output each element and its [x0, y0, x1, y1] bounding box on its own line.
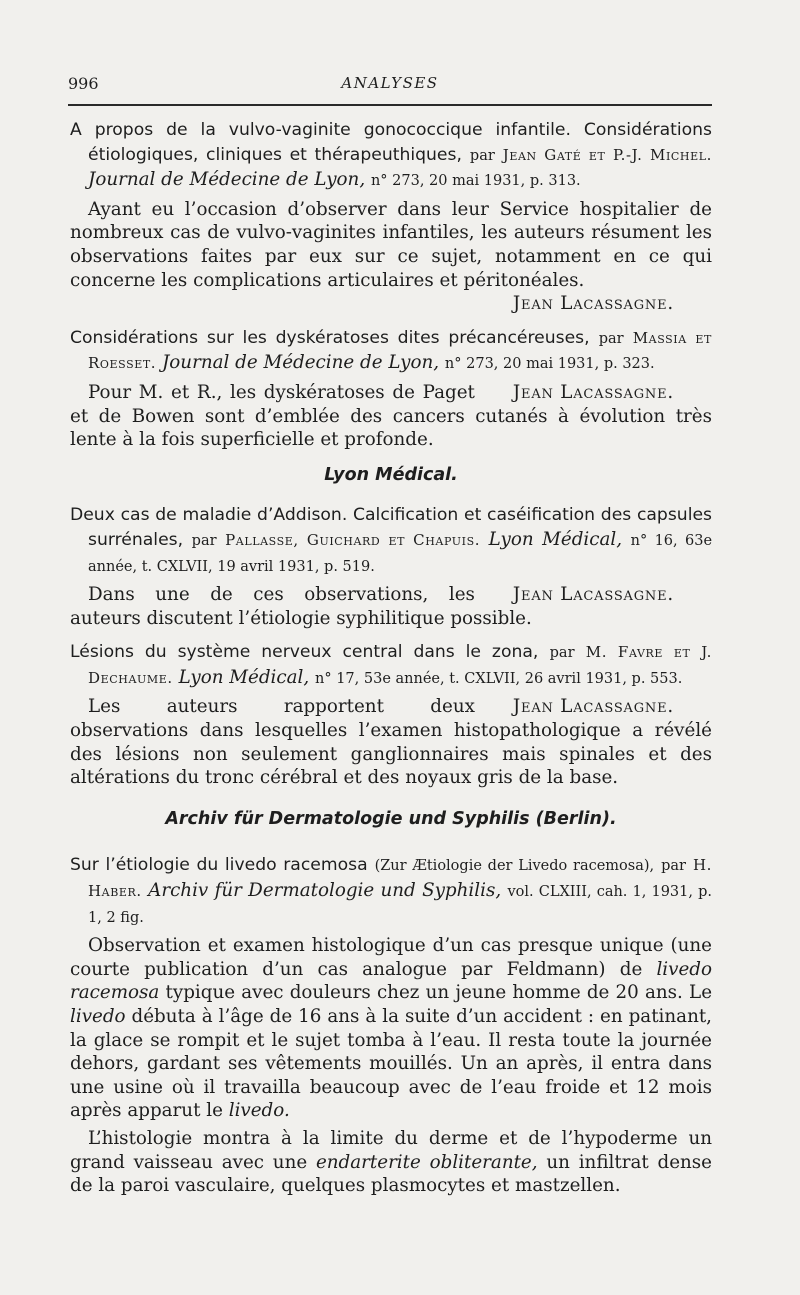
- article-reference: n° 16, 63e année, t. CXLVII, 19 avril 1931, p. 519.: [88, 532, 713, 575]
- article-massia-roesset: [70, 326, 712, 452]
- article-title: Considérations sur les dyskératoses dites précancéreuses,: [70, 327, 590, 348]
- article-reference: n° 273, 20 mai 1931, p. 323.: [444, 356, 655, 373]
- article-signature: Jean Lacassagne.: [512, 381, 674, 403]
- running-title: ANALYSES: [341, 74, 439, 92]
- italic-term: livedo: [70, 1006, 126, 1027]
- article-signature: Jean Lacassagne.: [512, 584, 674, 606]
- page-header: [68, 74, 712, 104]
- article-title: A propos de la vulvo-vaginite gonococcique infantile. Considérations étiologiques, cliniques et thérapeuthiques,: [70, 120, 712, 165]
- article-body-text: Dans une de ces observations, les auteurs discutent l’étiologie syphilitique possible.: [70, 584, 532, 629]
- article-reference: vol. CLXIII, cah. 1, 1931, p. 1, 2 fig.: [88, 884, 712, 926]
- article-reference: n° 17, 53e année, t. CXLVII, 26 avril 1931, p. 553.: [315, 670, 683, 687]
- section-heading-archiv: Archiv für Dermatologie und Syphilis (Berlin).: [165, 808, 617, 829]
- article-zona: [70, 640, 712, 790]
- article-by: par: [191, 532, 217, 549]
- italic-term: livedo racemosa: [70, 958, 713, 1004]
- journal-name: Lyon Médical,: [488, 528, 623, 550]
- article-body-text: Pour M. et R., les dyskératoses de Paget et de Bowen sont d’emblée des cancers cutanés à évolution très lente à la fois superficielle et profonde.: [70, 381, 712, 451]
- article-title: Sur l’étiologie du livedo racemosa: [70, 855, 368, 876]
- article-by: par: [469, 147, 495, 164]
- article-heading: [70, 503, 712, 579]
- article-authors: H. Haber.: [88, 856, 713, 901]
- journal-name: Lyon Médical,: [178, 666, 310, 688]
- article-paragraph-1: [70, 934, 712, 1123]
- article-title: Lésions du système nerveux central dans le zona,: [70, 642, 539, 663]
- article-reference: n° 273, 20 mai 1931, p. 313.: [370, 173, 581, 190]
- section-heading-lyon-medical: Lyon Médical.: [324, 464, 458, 485]
- article-by: par: [661, 858, 686, 875]
- article-gate-michel: [70, 118, 712, 316]
- header-rule: [68, 104, 712, 106]
- article-body-text: Les auteurs rapportent deux observations dans lesquelles l’examen histopathologique a révélé des lésions non seulement ganglionnaires mais spinales et des altérations du tronc cérébral et des noyaux gris de la base.: [70, 696, 712, 789]
- text-run: Observation et examen histologique d’un cas presque unique (une courte publication d’un cas analogue par Feldmann) de: [70, 935, 712, 980]
- text-run: un infiltrat dense de la paroi vasculaire, quelques plasmocytes et mastzellen.: [70, 1151, 712, 1197]
- article-authors: Pallasse, Guichard et Chapuis.: [225, 530, 481, 549]
- article-body: [70, 583, 712, 630]
- text-run: typique avec douleurs chez un jeune homme de 20 ans. Le: [165, 982, 713, 1004]
- journal-name: Journal de Médecine de Lyon,: [88, 169, 366, 191]
- article-by: par: [549, 645, 575, 662]
- article-signature: Jean Lacassagne.: [512, 293, 674, 315]
- article-body: Ayant eu l’occasion d’observer dans leur Service hospitalier de nombreux cas de vulvo-vaginites infantiles, les auteurs résument les observations faites par eux sur ce sujet, notamment en ce qui concerne les complications articulaires et péritonéales.: [70, 198, 712, 291]
- text-run: débuta à l’âge de 16 ans à la suite d’un accident : en patinant, la glace se rompit et le sujet tomba à l’eau. Il resta toute la journée dehors, gardant ses vêtements mouillés. Un an après, il entra dans une usine où il travailla beaucoup avec de l’eau froide et 12 mois après apparut le: [70, 1006, 712, 1122]
- article-heading: [70, 118, 712, 194]
- article-heading: [70, 640, 712, 691]
- article-by: par: [598, 330, 624, 347]
- article-authors: Jean Gaté et P.-J. Michel.: [502, 145, 713, 164]
- italic-term: livedo.: [228, 1100, 290, 1122]
- article-livedo: [70, 853, 712, 1197]
- article-authors: M. Favre et J. Dechaume.: [88, 643, 713, 687]
- article-authors: Massia et Roesset.: [88, 328, 712, 373]
- article-body: [70, 695, 712, 789]
- article-subtitle: (Zur Ætiologie der Livedo racemosa),: [374, 858, 655, 875]
- page-content: [70, 118, 712, 1208]
- article-title: Deux cas de maladie d’Addison. Calcification et caséification des capsules surrénales,: [70, 505, 712, 550]
- journal-name: Journal de Médecine de Lyon,: [161, 352, 440, 374]
- article-body: [70, 381, 712, 452]
- italic-term: endarterite obliterante,: [315, 1151, 538, 1173]
- article-signature: Jean Lacassagne.: [512, 696, 674, 718]
- page-number: 996: [68, 74, 99, 93]
- article-paragraph-2: [70, 1127, 712, 1198]
- text-run: L’histologie montra à la limite du derme et de l’hypoderme un grand vaisseau avec une: [70, 1127, 712, 1173]
- article-heading: [70, 326, 712, 377]
- journal-name: Archiv für Dermatologie und Syphilis,: [148, 880, 502, 902]
- article-heading: [70, 853, 712, 930]
- article-addison: [70, 503, 712, 630]
